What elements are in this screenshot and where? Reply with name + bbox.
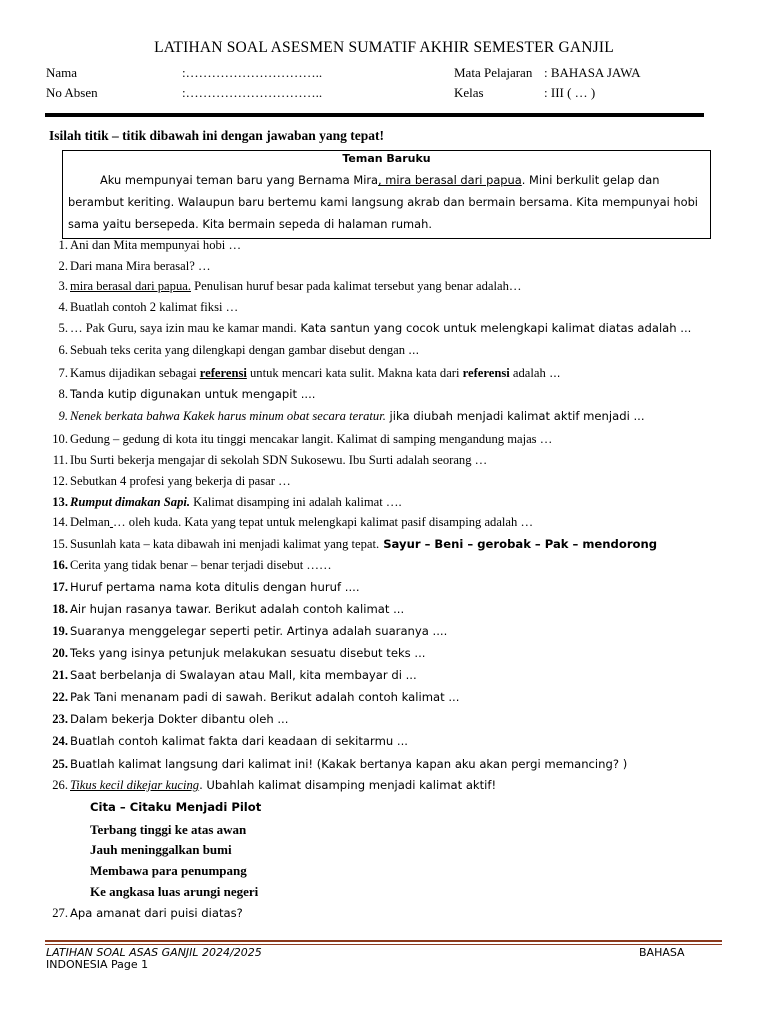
question-number: 25. (52, 757, 68, 771)
question-number: 7. (58, 366, 68, 380)
footer-right: BAHASA (639, 946, 685, 959)
mapel-label: Mata Pelajaran (454, 65, 533, 80)
question-number: 17. (52, 580, 68, 594)
question-text-part: Kata santun yang cocok untuk melengkapi kalimat diatas adalah ... (296, 321, 692, 335)
question-number: 27. (52, 906, 68, 920)
question-text-part: … oleh kuda. Kata yang tepat untuk melengkapi kalimat pasif disamping adalah … (113, 515, 534, 529)
question-number: 2. (58, 259, 68, 273)
question-number: 22. (52, 690, 68, 704)
question-text: Sebutkan 4 profesi yang bekerja di pasar … (70, 474, 291, 488)
question-text: Air hujan rasanya tawar. Berikut adalah contoh kalimat ... (70, 602, 405, 616)
question-number: 26. (52, 778, 68, 792)
bold-italic-sentence: Rumput dimakan Sapi. (70, 495, 191, 509)
nama-field: :………………………….. (182, 65, 323, 80)
question-text: Dari mana Mira berasal? … (70, 259, 211, 273)
question-text: Dalam bekerja Dokter dibantu oleh ... (70, 712, 289, 726)
question-number: 9. (58, 409, 68, 423)
story-line-2: berambut keriting. Walaupun baru bertemu kami langsung akrab dan bermain bersama. Kita mempunyai hobi (68, 195, 698, 209)
question-text: Tanda kutip digunakan untuk mengapit .... (70, 387, 316, 401)
keyword-referensi: referensi (462, 366, 510, 380)
question-number: 15. (52, 537, 68, 551)
question-text (70, 321, 691, 336)
question-text (70, 409, 645, 424)
question-text (70, 495, 402, 510)
question-number: 21. (52, 668, 68, 682)
poem-title: Cita – Citaku Menjadi Pilot (90, 800, 262, 814)
question-text (70, 537, 657, 552)
question-text-part: … Pak Guru, saya izin mau ke kamar mandi. (70, 321, 297, 335)
nama-label: Nama (46, 65, 78, 80)
question-number: 4. (58, 300, 68, 314)
question-text (70, 515, 533, 530)
story-box (62, 150, 711, 239)
underlined-sentence: Tikus kecil dikejar kucing (70, 778, 200, 792)
keyword-referensi: referensi (199, 366, 247, 380)
absen-field: :………………………….. (182, 85, 323, 100)
question-number: 16. (52, 558, 68, 572)
question-text: Pak Tani menanam padi di sawah. Berikut adalah contoh kalimat ... (70, 690, 460, 704)
question-number: 12. (52, 474, 68, 488)
kelas-value: : III ( … ) (544, 85, 596, 100)
footer-divider (45, 940, 722, 942)
footer-left: LATIHAN SOAL ASAS GANJIL 2024/2025 (46, 946, 262, 959)
question-text-part: ... (545, 366, 561, 380)
question-number: 23. (52, 712, 68, 726)
question-number: 6. (58, 343, 68, 357)
question-text-part: jika diubah menjadi kalimat aktif menjadi ... (385, 409, 645, 423)
question-text-part: adalah (509, 366, 546, 380)
question-text: Teks yang isinya petunjuk melakukan sesuatu disebut teks ... (70, 646, 426, 660)
question-number: 20. (52, 646, 68, 660)
absen-label: No Absen (46, 85, 98, 100)
instruction: Isilah titik – titik dibawah ini dengan jawaban yang tepat! (49, 128, 384, 143)
question-text: Apa amanat dari puisi diatas? (70, 906, 243, 920)
question-number: 3. (58, 279, 68, 293)
question-text-part: untuk mencari kata sulit. Makna kata dari (246, 366, 463, 380)
question-number: 11. (52, 453, 68, 467)
story-underlined-text: , mira berasal dari papua (378, 173, 522, 187)
story-title: Teman Baruku (342, 152, 431, 165)
question-text: Saat berbelanja di Swalayan atau Mall, kita membayar di ... (70, 668, 417, 682)
question-text: Ibu Surti bekerja mengajar di sekolah SDN Sukosewu. Ibu Surti adalah seorang … (70, 453, 488, 467)
question-number: 13. (52, 495, 68, 509)
question-number: 24. (52, 734, 68, 748)
question-number: 14. (52, 515, 68, 529)
question-text-part: Kalimat disamping ini adalah kalimat …. (190, 495, 402, 509)
question-number: 5. (58, 321, 68, 335)
italic-sentence: Nenek berkata bahwa Kakek harus minum obat secara teratur. (70, 409, 386, 423)
story-text: Aku mempunyai teman baru yang Bernama Mira (100, 173, 379, 187)
question-text: Huruf pertama nama kota ditulis dengan huruf .... (70, 580, 360, 594)
story-line-1 (100, 173, 659, 187)
question-text: Ani dan Mita mempunyai hobi … (70, 238, 242, 252)
poem-line-1: Terbang tinggi ke atas awan (90, 822, 247, 837)
question-text-part: Delman (70, 515, 110, 529)
question-text: Buatlah contoh kalimat fakta dari keadaan di sekitarmu ... (70, 734, 408, 748)
story-text: . Mini berkulit gelap dan (521, 173, 660, 187)
question-text: Gedung – gedung di kota itu tinggi mencakar langit. Kalimat di samping mengandung majas … (70, 432, 553, 446)
mapel-value: : BAHASA JAWA (544, 65, 641, 80)
story-line-3: sama yaitu bersepeda. Kita bermain sepeda di halaman rumah. (68, 217, 432, 231)
kelas-label: Kelas (454, 85, 484, 100)
question-text: Buatlah contoh 2 kalimat fiksi … (70, 300, 239, 314)
question-text-part: ... (408, 343, 420, 357)
poem-line-2: Jauh meninggalkan bumi (90, 842, 232, 857)
question-text: Suaranya menggelegar seperti petir. Artinya adalah suaranya .... (70, 624, 448, 638)
question-text (70, 366, 561, 381)
question-number: 1. (58, 238, 68, 252)
question-text-rest: . Ubahlah kalimat disamping menjadi kalimat aktif! (199, 778, 497, 792)
question-number: 10. (52, 432, 68, 446)
word-list: Sayur – Beni – gerobak – Pak – mendorong (379, 537, 658, 551)
footer-divider-thin (45, 944, 722, 945)
question-text-part: Kamus dijadikan sebagai (70, 366, 200, 380)
underlined-sentence: mira berasal dari papua. (70, 279, 191, 293)
question-text (70, 279, 521, 294)
question-text-part: Susunlah kata – kata dibawah ini menjadi kalimat yang tepat. (70, 537, 380, 551)
question-text: Buatlah kalimat langsung dari kalimat ini! (Kakak bertanya kapan aku akan pergi memancing? ) (70, 757, 628, 771)
poem-line-3: Membawa para penumpang (90, 863, 247, 878)
question-text-rest: Penulisan huruf besar pada kalimat tersebut yang benar adalah… (190, 279, 522, 293)
question-text (70, 778, 496, 793)
question-text (70, 343, 419, 358)
question-number: 18. (52, 602, 68, 616)
footer-page: INDONESIA Page 1 (46, 958, 149, 971)
poem-line-4: Ke angkasa luas arungi negeri (90, 884, 259, 899)
question-text: Cerita yang tidak benar – benar terjadi disebut …… (70, 558, 332, 572)
page-title: LATIHAN SOAL ASESMEN SUMATIF AKHIR SEMESTER GANJIL (154, 39, 614, 56)
header-divider (45, 113, 704, 117)
question-number: 8. (58, 387, 68, 401)
question-text-part: Sebuah teks cerita yang dilengkapi dengan gambar disebut dengan (70, 343, 409, 357)
question-number: 19. (52, 624, 68, 638)
